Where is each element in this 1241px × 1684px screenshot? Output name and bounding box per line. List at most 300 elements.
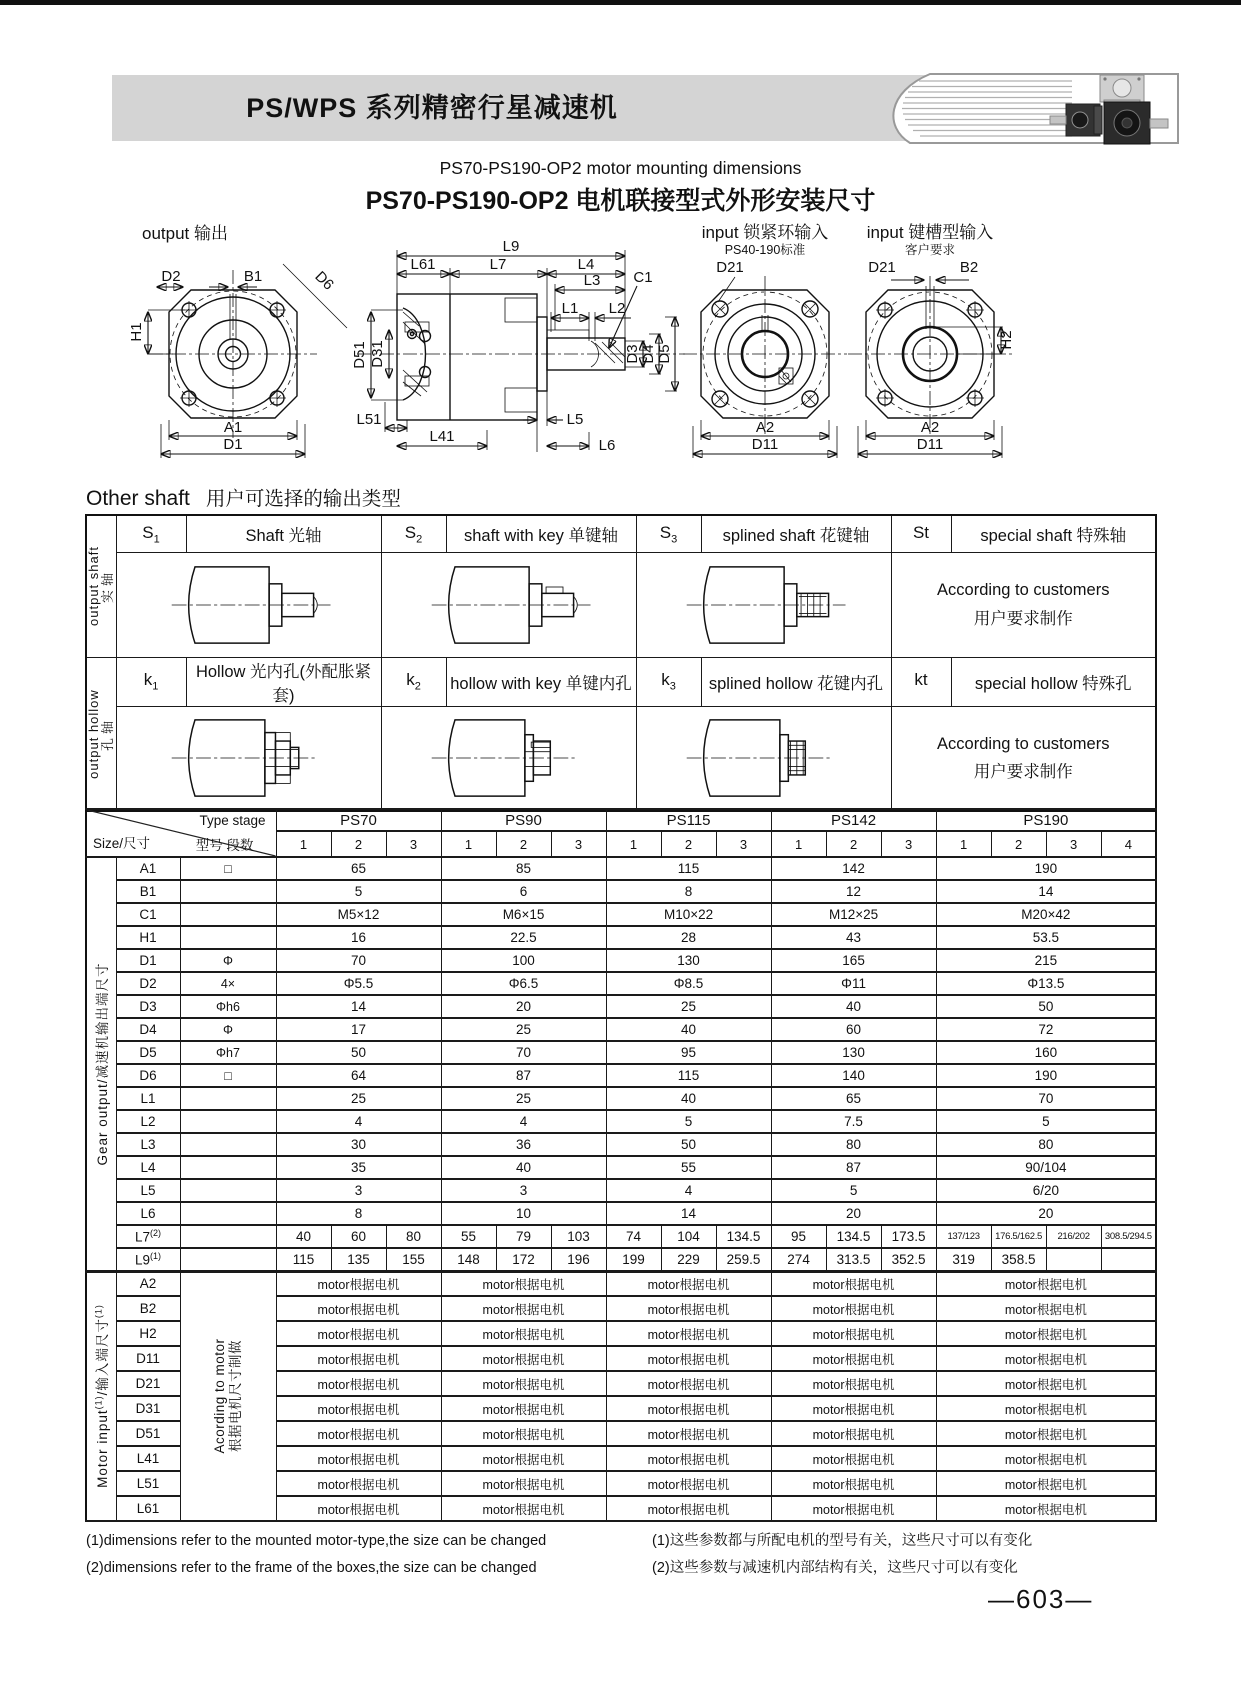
dim-value xyxy=(1046,1248,1101,1271)
motor-dependent-value: motor根据电机 xyxy=(771,1296,936,1321)
stage-header: 3 xyxy=(1046,831,1101,857)
row-label-H1: H1 xyxy=(116,926,180,949)
dim-value: 55 xyxy=(441,1225,496,1248)
dim-value: 115 xyxy=(276,1248,331,1271)
dim-value: 5 xyxy=(771,1179,936,1202)
column-group-PS90: PS90 xyxy=(441,809,606,831)
row-label-D1: D1 xyxy=(116,949,180,972)
motor-dependent-value: motor根据电机 xyxy=(936,1421,1156,1446)
shaft-code-s3: $S_3$ xyxy=(636,515,701,552)
dim-value: 8 xyxy=(276,1202,441,1225)
dim-value: 352.5 xyxy=(881,1248,936,1271)
motor-dependent-value: motor根据电机 xyxy=(936,1496,1156,1521)
row-symbol xyxy=(180,1179,276,1202)
row-symbol xyxy=(180,926,276,949)
row-label-D2: D2 xyxy=(116,972,180,995)
shaft-with-key-diagram xyxy=(419,560,599,650)
dim-value: 87 xyxy=(441,1064,606,1087)
dimension-drawings xyxy=(85,222,1160,474)
dim-value: 50 xyxy=(936,995,1156,1018)
row-symbol xyxy=(180,1087,276,1110)
motor-dependent-value: motor根据电机 xyxy=(936,1471,1156,1496)
dim-value: 25 xyxy=(276,1087,441,1110)
dim-value: 190 xyxy=(936,1064,1156,1087)
dim-label: A2 xyxy=(755,419,775,436)
motor-dependent-value: motor根据电机 xyxy=(606,1296,771,1321)
row-label-L61: L61 xyxy=(116,1496,180,1521)
dim-label: L6 xyxy=(598,437,616,454)
motor-dependent-value: motor根据电机 xyxy=(936,1346,1156,1371)
dim-value: 14 xyxy=(276,995,441,1018)
dim-value: 134.5 xyxy=(826,1225,881,1248)
splined-shaft-diagram xyxy=(674,560,854,650)
corner-top-label-zh: 型号 段数 xyxy=(195,838,254,853)
dim-value: 50 xyxy=(606,1133,771,1156)
dim-label: D21 xyxy=(716,259,744,276)
row-symbol: Φ xyxy=(180,949,276,972)
dim-value: 8 xyxy=(606,880,771,903)
dim-value: 25 xyxy=(441,1087,606,1110)
diagram-cell-k1 xyxy=(116,706,381,811)
dim-value: 5 xyxy=(606,1110,771,1133)
dim-value: 358.5 xyxy=(991,1248,1046,1271)
dim-value: 35 xyxy=(276,1156,441,1179)
dim-value: 137/123 xyxy=(936,1225,991,1248)
motor-dependent-value: motor根据电机 xyxy=(441,1371,606,1396)
corner-bottom-label: Size/尺寸 xyxy=(93,836,151,851)
dim-value: M6×15 xyxy=(441,903,606,926)
motor-dependent-value: motor根据电机 xyxy=(606,1371,771,1396)
dim-value: 155 xyxy=(386,1248,441,1271)
dim-value: 30 xyxy=(276,1133,441,1156)
dim-value: 199 xyxy=(606,1248,661,1271)
dim-value: 40 xyxy=(606,1087,771,1110)
dim-label: D6 xyxy=(311,268,337,294)
motor-dependent-value: motor根据电机 xyxy=(276,1471,441,1496)
shaft-code-k1: $k_1$ xyxy=(116,657,186,706)
shaft-plain-diagram xyxy=(159,560,339,650)
shaft-desc-st: special shaft 特殊轴 xyxy=(951,515,1156,552)
row-label-D4: D4 xyxy=(116,1018,180,1041)
dim-value: 196 xyxy=(551,1248,606,1271)
dim-value: M5×12 xyxy=(276,903,441,926)
dim-value: 70 xyxy=(936,1087,1156,1110)
row-label-L9: L9$^{(1)}$ xyxy=(116,1248,180,1271)
dim-label: D5 xyxy=(656,344,673,364)
motor-dependent-value: motor根据电机 xyxy=(276,1271,441,1296)
stage-header: 4 xyxy=(1101,831,1156,857)
page-title: PS/WPS 系列精密行星减速机 xyxy=(246,93,618,123)
dim-value: 172 xyxy=(496,1248,551,1271)
drawing-side-view xyxy=(351,238,685,454)
row-symbol xyxy=(180,1202,276,1225)
motor-dependent-value: motor根据电机 xyxy=(276,1321,441,1346)
row-symbol xyxy=(180,1133,276,1156)
stage-header: 3 xyxy=(881,831,936,857)
motor-dependent-value: motor根据电机 xyxy=(441,1346,606,1371)
motor-dependent-value: motor根据电机 xyxy=(606,1471,771,1496)
dim-value: 6/20 xyxy=(936,1179,1156,1202)
dim-value: 50 xyxy=(276,1041,441,1064)
dim-value: 308.5/294.5 xyxy=(1101,1225,1156,1248)
motor-dependent-value: motor根据电机 xyxy=(441,1321,606,1346)
motor-dependent-value: motor根据电机 xyxy=(936,1371,1156,1396)
row-label-L51: L51 xyxy=(116,1471,180,1496)
dim-value: 64 xyxy=(276,1064,441,1087)
dim-label: H1 xyxy=(128,322,145,342)
shaft-desc-s2: shaft with key 单键轴 xyxy=(446,515,636,552)
dim-value: Φ13.5 xyxy=(936,972,1156,995)
other-shaft-heading-en: Other shaft xyxy=(86,487,190,510)
motor-dependent-value: motor根据电机 xyxy=(441,1296,606,1321)
row-label-B2: B2 xyxy=(116,1296,180,1321)
motor-dependent-value: motor根据电机 xyxy=(606,1271,771,1296)
dim-value: 173.5 xyxy=(881,1225,936,1248)
row-label-D51: D51 xyxy=(116,1421,180,1446)
dim-label: L61 xyxy=(410,256,436,273)
motor-dependent-value: motor根据电机 xyxy=(276,1346,441,1371)
dim-value: 70 xyxy=(276,949,441,972)
dim-value: 87 xyxy=(771,1156,936,1179)
motor-dependent-value: motor根据电机 xyxy=(606,1421,771,1446)
dim-value: 313.5 xyxy=(826,1248,881,1271)
dim-value: Φ8.5 xyxy=(606,972,771,995)
stage-header: 2 xyxy=(496,831,551,857)
dim-value: M10×22 xyxy=(606,903,771,926)
dim-label: L5 xyxy=(566,411,584,428)
row-label-L41: L41 xyxy=(116,1446,180,1471)
drawing-input-lock-view xyxy=(683,222,847,458)
dim-value: 216/202 xyxy=(1046,1225,1101,1248)
output-caption: output 输出 xyxy=(142,224,228,243)
shaft-code-st: St xyxy=(891,515,951,552)
dim-value: 5 xyxy=(276,880,441,903)
dim-value: 40 xyxy=(771,995,936,1018)
diagram-cell-s2 xyxy=(381,552,636,657)
dim-value: 4 xyxy=(276,1110,441,1133)
shaft-code-s1: $S_1$ xyxy=(116,515,186,552)
hollow-shaft-group-label: output hollow 孔轴 xyxy=(86,657,116,811)
dim-value: 25 xyxy=(606,995,771,1018)
shaft-code-k3: $k_3$ xyxy=(636,657,701,706)
dim-label: D11 xyxy=(916,436,944,453)
row-label-L5: L5 xyxy=(116,1179,180,1202)
section-title-zh: PS70-PS190-OP2 电机联接型式外形安装尺寸 xyxy=(365,187,876,215)
row-symbol xyxy=(180,1225,276,1248)
row-label-A2: A2 xyxy=(116,1271,180,1296)
dim-value: 80 xyxy=(936,1133,1156,1156)
motor-dependent-value: motor根据电机 xyxy=(276,1396,441,1421)
motor-dependent-value: motor根据电机 xyxy=(936,1446,1156,1471)
dim-value: 3 xyxy=(276,1179,441,1202)
corner-top-label: Type stage xyxy=(199,813,266,828)
dim-value: 40 xyxy=(441,1156,606,1179)
row-symbol: Φ xyxy=(180,1018,276,1041)
dim-value: 215 xyxy=(936,949,1156,972)
top-rule xyxy=(0,0,1241,5)
dim-label: L9 xyxy=(502,238,520,255)
dim-value: 95 xyxy=(771,1225,826,1248)
dim-value: 40 xyxy=(606,1018,771,1041)
dim-value: 134.5 xyxy=(716,1225,771,1248)
dim-label: D51 xyxy=(351,341,368,369)
special-shaft-note: According to customers 用户要求制作 xyxy=(891,552,1156,657)
dim-value: 72 xyxy=(936,1018,1156,1041)
row-label-L3: L3 xyxy=(116,1133,180,1156)
dim-value: 104 xyxy=(661,1225,716,1248)
dim-value: 259.5 xyxy=(716,1248,771,1271)
column-group-PS115: PS115 xyxy=(606,809,771,831)
motor-dependent-value: motor根据电机 xyxy=(606,1396,771,1421)
dim-label: D21 xyxy=(868,259,896,276)
row-label-B1: B1 xyxy=(116,880,180,903)
dim-value: 130 xyxy=(606,949,771,972)
diagram-cell-k2 xyxy=(381,706,636,811)
motor-dependent-value: motor根据电机 xyxy=(936,1271,1156,1296)
table-corner-cell xyxy=(86,809,276,857)
dim-label: D3 xyxy=(624,344,641,364)
shaft-desc-s1: Shaft 光轴 xyxy=(186,515,381,552)
dim-label: A1 xyxy=(223,419,243,436)
footnotes-zh xyxy=(652,1528,1032,1582)
dim-value: 130 xyxy=(771,1041,936,1064)
motor-dependent-value: motor根据电机 xyxy=(606,1446,771,1471)
row-symbol: Φh6 xyxy=(180,995,276,1018)
splined-hollow-diagram xyxy=(674,713,854,803)
dim-label: D11 xyxy=(751,436,779,453)
dim-value: 20 xyxy=(441,995,606,1018)
row-symbol xyxy=(180,1156,276,1179)
shaft-desc-k1: Hollow 光内孔(外配胀紧套) xyxy=(186,657,381,706)
dim-label: D4 xyxy=(640,344,657,364)
dim-value: 74 xyxy=(606,1225,661,1248)
diagram-cell-s3 xyxy=(636,552,891,657)
motor-dependent-value: motor根据电机 xyxy=(606,1346,771,1371)
motor-dependent-value: motor根据电机 xyxy=(276,1296,441,1321)
motor-dependent-value: motor根据电机 xyxy=(276,1446,441,1471)
drawing-input-keyway-view xyxy=(848,223,1015,458)
dim-value: 274 xyxy=(771,1248,826,1271)
dim-value: 142 xyxy=(771,857,936,880)
row-symbol: 4× xyxy=(180,972,276,995)
dim-value: 115 xyxy=(606,1064,771,1087)
row-label-L6: L6 xyxy=(116,1202,180,1225)
dim-value: 53.5 xyxy=(936,926,1156,949)
stage-header: 3 xyxy=(551,831,606,857)
stage-header: 2 xyxy=(331,831,386,857)
dim-value xyxy=(1101,1248,1156,1271)
diagram-cell-k3 xyxy=(636,706,891,811)
row-symbol xyxy=(180,880,276,903)
dim-value: 20 xyxy=(771,1202,936,1225)
motor-dependent-value: motor根据电机 xyxy=(441,1396,606,1421)
dim-label: B2 xyxy=(959,259,979,276)
shaft-code-k2: $k_2$ xyxy=(381,657,446,706)
input-lock-caption: input 锁紧环输入 xyxy=(701,223,829,242)
row-label-H2: H2 xyxy=(116,1321,180,1346)
input-keyway-subcaption: 客户要求 xyxy=(904,243,956,257)
motor-dependent-value: motor根据电机 xyxy=(276,1421,441,1446)
other-shaft-table xyxy=(85,514,1157,812)
diagram-cell-s1 xyxy=(116,552,381,657)
dim-value: 100 xyxy=(441,949,606,972)
row-label-D21: D21 xyxy=(116,1371,180,1396)
footnotes-en xyxy=(86,1528,546,1582)
dim-label: L51 xyxy=(356,411,382,428)
row-label-A1: A1 xyxy=(116,857,180,880)
footnote-zh-2: (2)这些参数与减速机内部结构有关，这些尺寸可以有变化 xyxy=(652,1560,1018,1576)
dim-value: 55 xyxy=(606,1156,771,1179)
stage-header: 1 xyxy=(606,831,661,857)
motor-dependent-value: motor根据电机 xyxy=(441,1496,606,1521)
dim-value: 90/104 xyxy=(936,1156,1156,1179)
motor-dependent-value: motor根据电机 xyxy=(276,1496,441,1521)
motor-dependent-value: motor根据电机 xyxy=(441,1446,606,1471)
dim-value: 70 xyxy=(441,1041,606,1064)
motor-dependent-value: motor根据电机 xyxy=(771,1271,936,1296)
dim-value: 17 xyxy=(276,1018,441,1041)
row-symbol xyxy=(180,903,276,926)
motor-input-group-label: Motor input$^{(1)}$/输入端尺寸$^{(1)}$ xyxy=(86,1271,116,1521)
shaft-code-kt: kt xyxy=(891,657,951,706)
shaft-desc-k3: splined hollow 花键内孔 xyxy=(701,657,891,706)
dim-value: M20×42 xyxy=(936,903,1156,926)
dim-value: 65 xyxy=(771,1087,936,1110)
row-label-D31: D31 xyxy=(116,1396,180,1421)
motor-dependent-value: motor根据电机 xyxy=(771,1496,936,1521)
shaft-desc-k2: hollow with key 单键内孔 xyxy=(446,657,636,706)
column-group-PS70: PS70 xyxy=(276,809,441,831)
dim-value: 28 xyxy=(606,926,771,949)
row-symbol: □ xyxy=(180,1064,276,1087)
dim-value: 79 xyxy=(496,1225,551,1248)
row-symbol: Φh7 xyxy=(180,1041,276,1064)
motor-dependent-value: motor根据电机 xyxy=(771,1321,936,1346)
stage-header: 3 xyxy=(386,831,441,857)
dim-value: 229 xyxy=(661,1248,716,1271)
dim-value: 20 xyxy=(936,1202,1156,1225)
column-group-PS190: PS190 xyxy=(936,809,1156,831)
row-label-L2: L2 xyxy=(116,1110,180,1133)
motor-dependent-value: motor根据电机 xyxy=(936,1321,1156,1346)
shaft-desc-s3: splined shaft 花键轴 xyxy=(701,515,891,552)
according-to-motor-label: Acording to motor 根据电机尺寸制做 xyxy=(180,1271,276,1521)
dim-value: 176.5/162.5 xyxy=(991,1225,1046,1248)
stage-header: 1 xyxy=(441,831,496,857)
dim-value: 103 xyxy=(551,1225,606,1248)
dim-value: 40 xyxy=(276,1225,331,1248)
footnote-zh-1: (1)这些参数都与所配电机的型号有关，这些尺寸可以有变化 xyxy=(652,1533,1033,1549)
footnote-en-1: (1)dimensions refer to the mounted motor-type,the size can be changed xyxy=(86,1533,547,1549)
dim-value: 10 xyxy=(441,1202,606,1225)
dim-value: 25 xyxy=(441,1018,606,1041)
special-hollow-note: According to customers 用户要求制作 xyxy=(891,706,1156,811)
input-lock-subcaption: PS40-190标准 xyxy=(724,243,806,257)
stage-header: 1 xyxy=(276,831,331,857)
shaft-code-s2: $S_2$ xyxy=(381,515,446,552)
dim-label: L2 xyxy=(608,300,626,317)
motor-dependent-value: motor根据电机 xyxy=(771,1346,936,1371)
dim-value: 12 xyxy=(771,880,936,903)
row-label-D5: D5 xyxy=(116,1041,180,1064)
hollow-with-key-diagram xyxy=(419,713,599,803)
dim-value: Φ6.5 xyxy=(441,972,606,995)
dim-value: 5 xyxy=(936,1110,1156,1133)
motor-dependent-value: motor根据电机 xyxy=(606,1321,771,1346)
row-symbol xyxy=(180,1110,276,1133)
row-label-L1: L1 xyxy=(116,1087,180,1110)
dim-value: 140 xyxy=(771,1064,936,1087)
dim-value: 4 xyxy=(606,1179,771,1202)
stage-header: 1 xyxy=(771,831,826,857)
row-symbol xyxy=(180,1248,276,1271)
motor-dependent-value: motor根据电机 xyxy=(771,1396,936,1421)
dim-value: 7.5 xyxy=(771,1110,936,1133)
motor-dependent-value: motor根据电机 xyxy=(606,1496,771,1521)
dim-label: B1 xyxy=(243,268,263,285)
motor-dependent-value: motor根据电机 xyxy=(441,1271,606,1296)
dim-label: A2 xyxy=(920,419,940,436)
dim-value: 115 xyxy=(606,857,771,880)
section-title-en: PS70-PS190-OP2 motor mounting dimensions xyxy=(439,158,802,178)
dim-value: 22.5 xyxy=(441,926,606,949)
dim-value: 165 xyxy=(771,949,936,972)
hollow-plain-diagram xyxy=(159,713,339,803)
dim-label: L3 xyxy=(583,272,601,289)
row-label-L7: L7$^{(2)}$ xyxy=(116,1225,180,1248)
page-number: —603— xyxy=(988,1584,1094,1614)
motor-dependent-value: motor根据电机 xyxy=(771,1421,936,1446)
other-shaft-heading-zh: 用户可选择的输出类型 xyxy=(205,488,401,510)
dim-value: 3 xyxy=(441,1179,606,1202)
dim-value: 60 xyxy=(771,1018,936,1041)
row-label-D11: D11 xyxy=(116,1346,180,1371)
motor-dependent-value: motor根据电机 xyxy=(936,1296,1156,1321)
dim-value: 60 xyxy=(331,1225,386,1248)
motor-dependent-value: motor根据电机 xyxy=(276,1371,441,1396)
motor-dependent-value: motor根据电机 xyxy=(771,1471,936,1496)
dim-value: 135 xyxy=(331,1248,386,1271)
row-label-C1: C1 xyxy=(116,903,180,926)
dim-value: 160 xyxy=(936,1041,1156,1064)
column-group-PS142: PS142 xyxy=(771,809,936,831)
dim-label: D31 xyxy=(369,340,386,368)
dim-value: 4 xyxy=(441,1110,606,1133)
row-label-L4: L4 xyxy=(116,1156,180,1179)
dim-label: L41 xyxy=(429,428,455,445)
row-label-D6: D6 xyxy=(116,1064,180,1087)
dim-value: 319 xyxy=(936,1248,991,1271)
stage-header: 2 xyxy=(991,831,1046,857)
dim-value: Φ11 xyxy=(771,972,936,995)
dim-value: 36 xyxy=(441,1133,606,1156)
dim-label: L1 xyxy=(561,300,579,317)
shaft-desc-kt: special hollow 特殊孔 xyxy=(951,657,1156,706)
dim-value: 148 xyxy=(441,1248,496,1271)
solid-shaft-group-label: output shaft 实轴 xyxy=(86,515,116,657)
input-keyway-caption: input 键槽型输入 xyxy=(866,223,994,242)
dim-value: 14 xyxy=(606,1202,771,1225)
header-product-photo xyxy=(856,71,1182,146)
dim-label: L7 xyxy=(489,256,507,273)
stage-header: 2 xyxy=(661,831,716,857)
motor-dependent-value: motor根据电机 xyxy=(771,1446,936,1471)
drawing-output-view xyxy=(128,224,347,458)
dim-value: 95 xyxy=(606,1041,771,1064)
dim-label: C1 xyxy=(633,269,653,286)
dim-value: 80 xyxy=(386,1225,441,1248)
dim-value: M12×25 xyxy=(771,903,936,926)
